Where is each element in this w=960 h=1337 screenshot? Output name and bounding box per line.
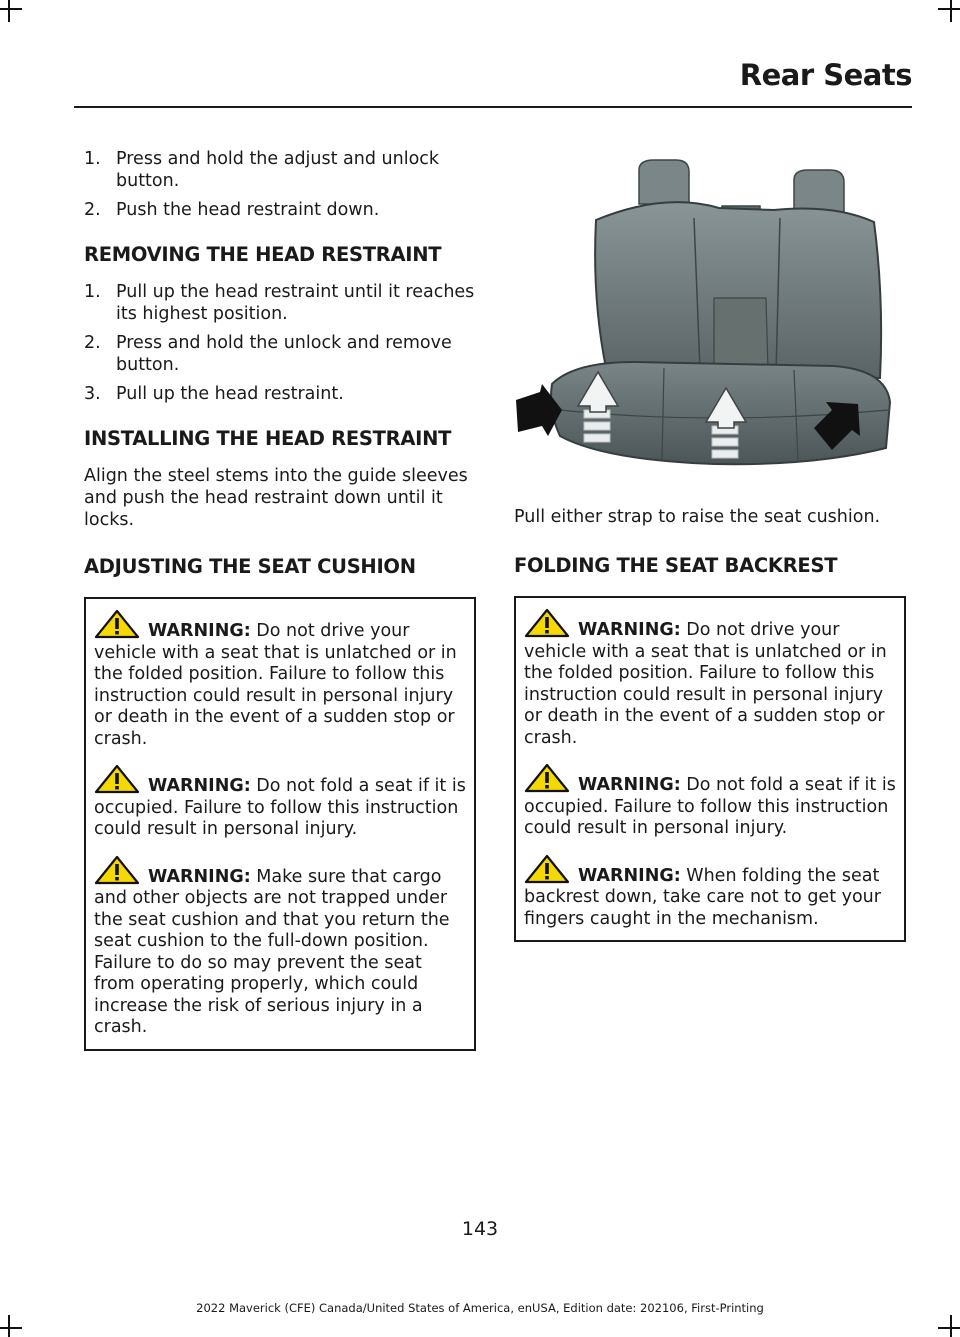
warning-triangle-icon [524, 854, 570, 884]
crop-mark-bottom-left [0, 1327, 22, 1329]
adjusting-seat-cushion-heading: ADJUSTING THE SEAT CUSHION [84, 555, 416, 578]
step-item: 1. Pull up the head restraint until it reaches its highest position. [84, 282, 475, 324]
crop-mark-top-left [8, 0, 10, 22]
crop-mark-top-right [938, 8, 960, 10]
step-item: 3. Pull up the head restraint. [84, 384, 344, 404]
folding-seat-backrest-heading: FOLDING THE SEAT BACKREST [514, 554, 838, 577]
warning-triangle-icon [94, 609, 140, 639]
step-item: 2. Press and hold the unlock and remove button. [84, 333, 452, 375]
crop-mark-bottom-left [8, 1315, 10, 1337]
removing-head-restraint-heading: REMOVING THE HEAD RESTRAINT [84, 243, 442, 266]
edition-footer: 2022 Maverick (CFE) Canada/United States of America, enUSA, Edition date: 202106, First-Printing [196, 1301, 764, 1315]
warning-item: WARNING: Do not drive your vehicle with a seat that is unlatched or in the folded position. Failure to follow this instruction could result in personal injury or death in the event of a sudden stop or crash. [524, 608, 896, 749]
warning-triangle-icon [94, 764, 140, 794]
lowering-steps [84, 148, 476, 221]
crop-mark-bottom-right [950, 1315, 952, 1337]
rear-seat-illustration [514, 148, 906, 478]
page-number: 143 [461, 1218, 499, 1240]
rear-seat-cushion-illustration [514, 148, 906, 478]
warning-box [514, 596, 906, 942]
installing-text: Align the steel stems into the guide sleeves and push the head restraint down until it locks. [84, 466, 468, 530]
removing-steps [84, 281, 476, 405]
crop-mark-top-left [0, 8, 22, 10]
warning-item: WARNING: Make sure that cargo and other objects are not trapped under the seat cushion and that you return the seat cushion to the full-down position. Failure to do so may prevent the seat from operating properly, which could increase the risk of serious injury in a crash. [94, 855, 466, 1039]
figure-caption: Pull either strap to raise the seat cushion. [514, 507, 881, 527]
warning-triangle-icon [94, 855, 140, 885]
page-title: Rear Seats [739, 58, 912, 92]
warning-item: WARNING: When folding the seat backrest down, take care not to get your fingers caught in the mechanism. [524, 854, 896, 931]
warning-item: WARNING: Do not drive your vehicle with a seat that is unlatched or in the folded position. Failure to follow this instruction could result in personal injury or death in the event of a sudden stop or crash. [94, 609, 466, 750]
warning-triangle-icon [524, 608, 570, 638]
crop-mark-bottom-right [938, 1327, 960, 1329]
step-item: 1. Press and hold the adjust and unlock button. [84, 149, 440, 191]
warning-box [84, 597, 476, 1051]
left-column [84, 148, 476, 1051]
crop-mark-top-right [950, 0, 952, 22]
header-rule [74, 106, 912, 108]
step-item: 2. Push the head restraint down. [84, 200, 380, 220]
installing-head-restraint-heading: INSTALLING THE HEAD RESTRAINT [84, 427, 452, 450]
right-column [514, 148, 906, 942]
warning-triangle-icon [524, 763, 570, 793]
warning-item: WARNING: Do not fold a seat if it is occupied. Failure to follow this instruction could result in personal injury. [524, 763, 896, 840]
warning-item: WARNING: Do not fold a seat if it is occupied. Failure to follow this instruction could result in personal injury. [94, 764, 466, 841]
